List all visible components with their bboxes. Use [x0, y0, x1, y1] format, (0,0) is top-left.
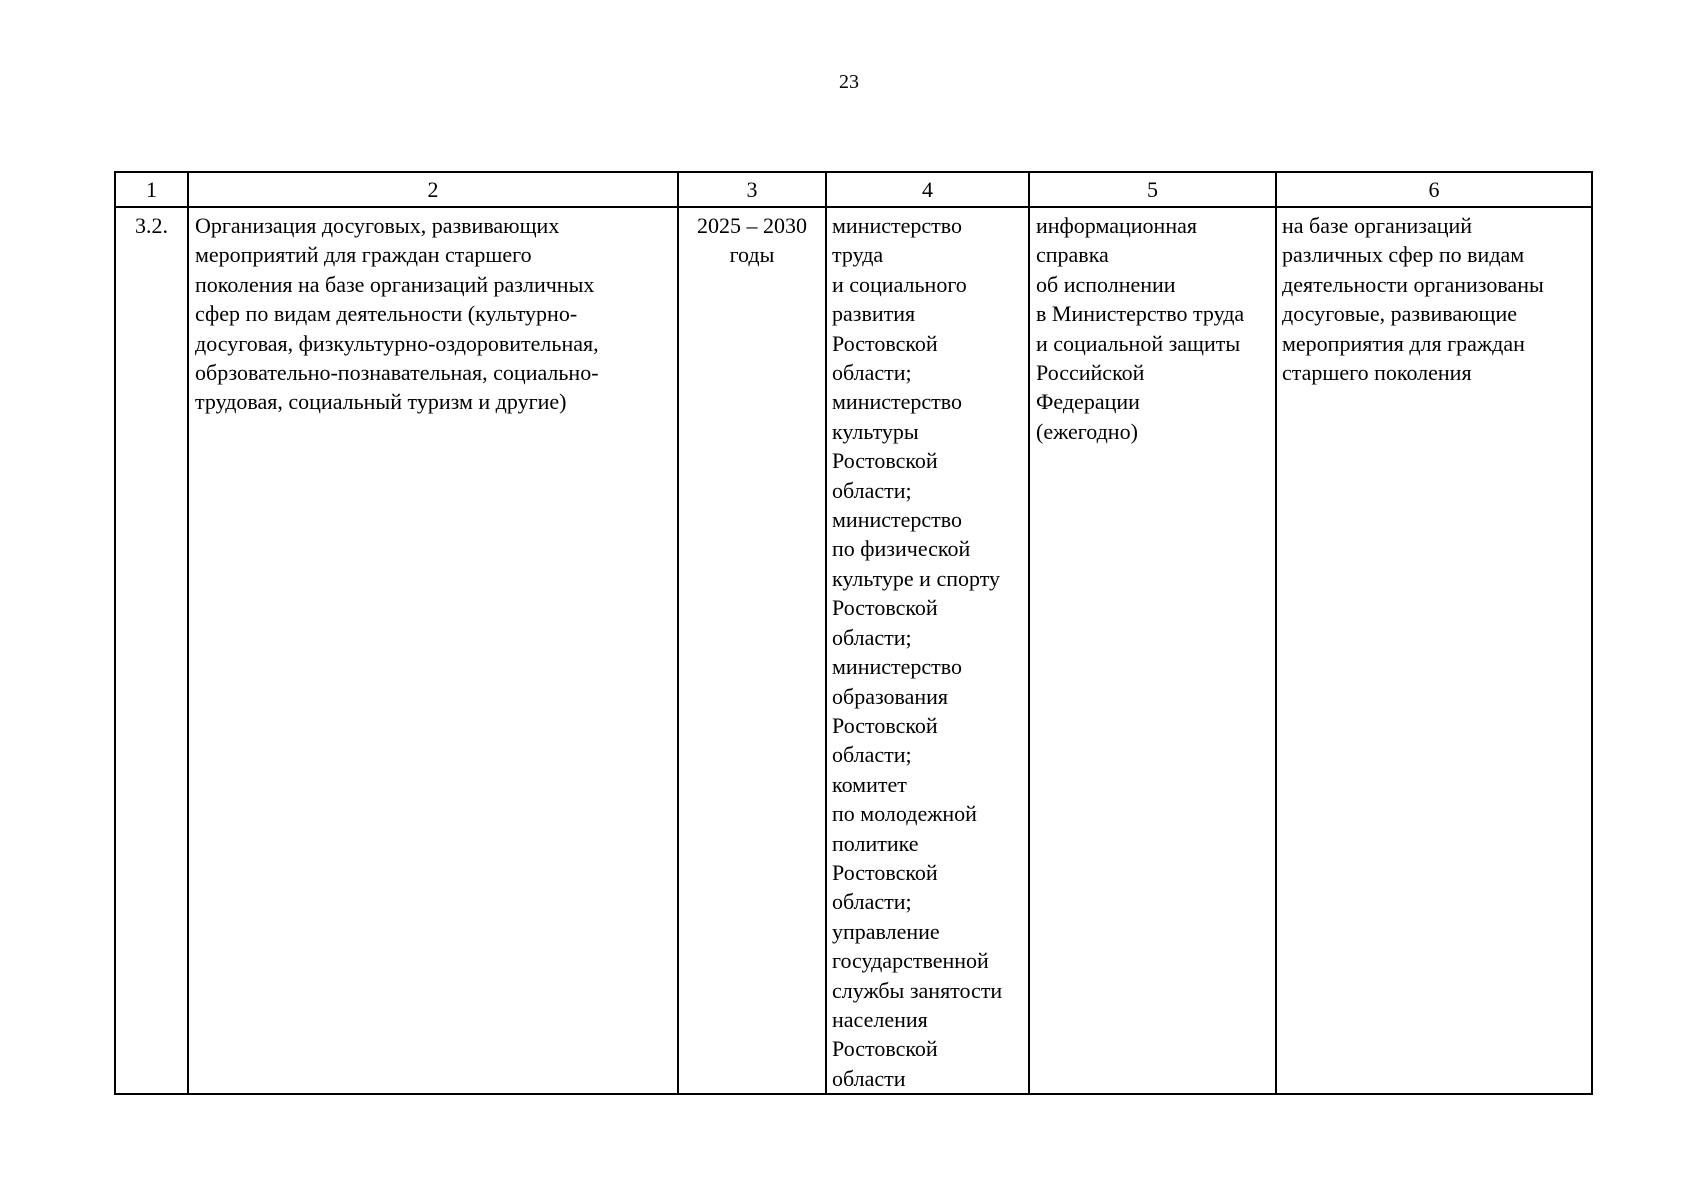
description-cell	[188, 207, 678, 1094]
executor-line: службы занятости	[832, 977, 1003, 1003]
executor-line: образования	[832, 683, 949, 709]
executor-line: области;	[832, 742, 912, 768]
executor-line: Ростовской	[832, 1036, 938, 1062]
header-cell-5: 5	[1029, 172, 1276, 207]
report-line: (ежегодно)	[1036, 418, 1138, 444]
header-cell-2: 2	[188, 172, 678, 207]
executor-line: Ростовской	[832, 448, 938, 474]
executor-line: развития	[832, 301, 916, 327]
report-cell	[1029, 207, 1276, 1094]
executor-line: управление	[832, 918, 940, 944]
description-line: досуговая, физкультурно-оздоровительная,	[195, 330, 599, 356]
executor-line: Ростовской	[832, 859, 938, 885]
executor-line: по физической	[832, 536, 971, 562]
executor-line: министерство	[832, 654, 963, 680]
executor-line: комитет	[832, 771, 907, 797]
report-line: в Министерство труда	[1036, 301, 1245, 327]
result-line: различных сфер по видам	[1282, 242, 1525, 268]
row-number-cell	[115, 207, 188, 1094]
page-number: 23	[839, 71, 859, 93]
period-cell	[678, 207, 826, 1094]
executor-line: министерство	[832, 213, 963, 238]
report-line: информационная	[1036, 213, 1197, 238]
description-line: обрзовательно-познавательная, социально-	[195, 360, 599, 386]
report-line: и социальной защиты	[1036, 330, 1241, 356]
description-line: сфер по видам деятельности (культурно-	[195, 301, 578, 327]
header-cell-1: 1	[115, 172, 188, 207]
executor-line: области;	[832, 360, 912, 386]
header-cell-6: 6	[1276, 172, 1592, 207]
executor-line: культуры	[832, 418, 919, 444]
header-cell-4: 4	[826, 172, 1029, 207]
result-line: досуговые, развивающие	[1282, 301, 1518, 327]
header-cell-3: 3	[678, 172, 826, 207]
executor-line: политике	[832, 830, 919, 856]
report-line: Федерации	[1036, 389, 1140, 415]
result-cell	[1276, 207, 1592, 1094]
result-line: старшего поколения	[1282, 360, 1472, 386]
executor-line: государственной	[832, 948, 989, 974]
result-line: на базе организаций	[1282, 213, 1473, 238]
executor-line: по молодежной	[832, 801, 977, 827]
executors-cell	[826, 207, 1029, 1094]
period-line: годы	[729, 242, 775, 268]
result-line: деятельности организованы	[1282, 271, 1544, 297]
executor-line: и социального	[832, 271, 967, 297]
table-row	[115, 207, 1592, 1094]
executor-line: области;	[832, 624, 912, 650]
plan-table	[114, 171, 1593, 1095]
executor-line: области	[832, 1065, 906, 1091]
executor-line: Ростовской	[832, 712, 938, 738]
report-line: Российской	[1036, 360, 1145, 386]
description-line: трудовая, социальный туризм и другие)	[195, 389, 567, 415]
report-line: справка	[1036, 242, 1109, 268]
description-line: Организация досуговых, развивающих	[195, 213, 560, 238]
executor-line: Ростовской	[832, 595, 938, 621]
executor-line: области;	[832, 889, 912, 915]
executor-line: населения	[832, 1006, 928, 1032]
description-line: мероприятий для граждан старшего	[195, 242, 532, 268]
executor-line: министерство	[832, 507, 963, 533]
executor-line: труда	[832, 242, 884, 268]
executor-line: области;	[832, 477, 912, 503]
report-line: об исполнении	[1036, 271, 1176, 297]
executor-line: культуре и спорту	[832, 565, 1001, 591]
row-number: 3.2.	[135, 213, 168, 238]
period-line: 2025 – 2030	[697, 213, 807, 238]
executor-line: министерство	[832, 389, 963, 415]
header-row	[115, 172, 1592, 207]
description-line: поколения на базе организаций различных	[195, 271, 595, 297]
result-line: мероприятия для граждан	[1282, 330, 1525, 356]
executor-line: Ростовской	[832, 330, 938, 356]
